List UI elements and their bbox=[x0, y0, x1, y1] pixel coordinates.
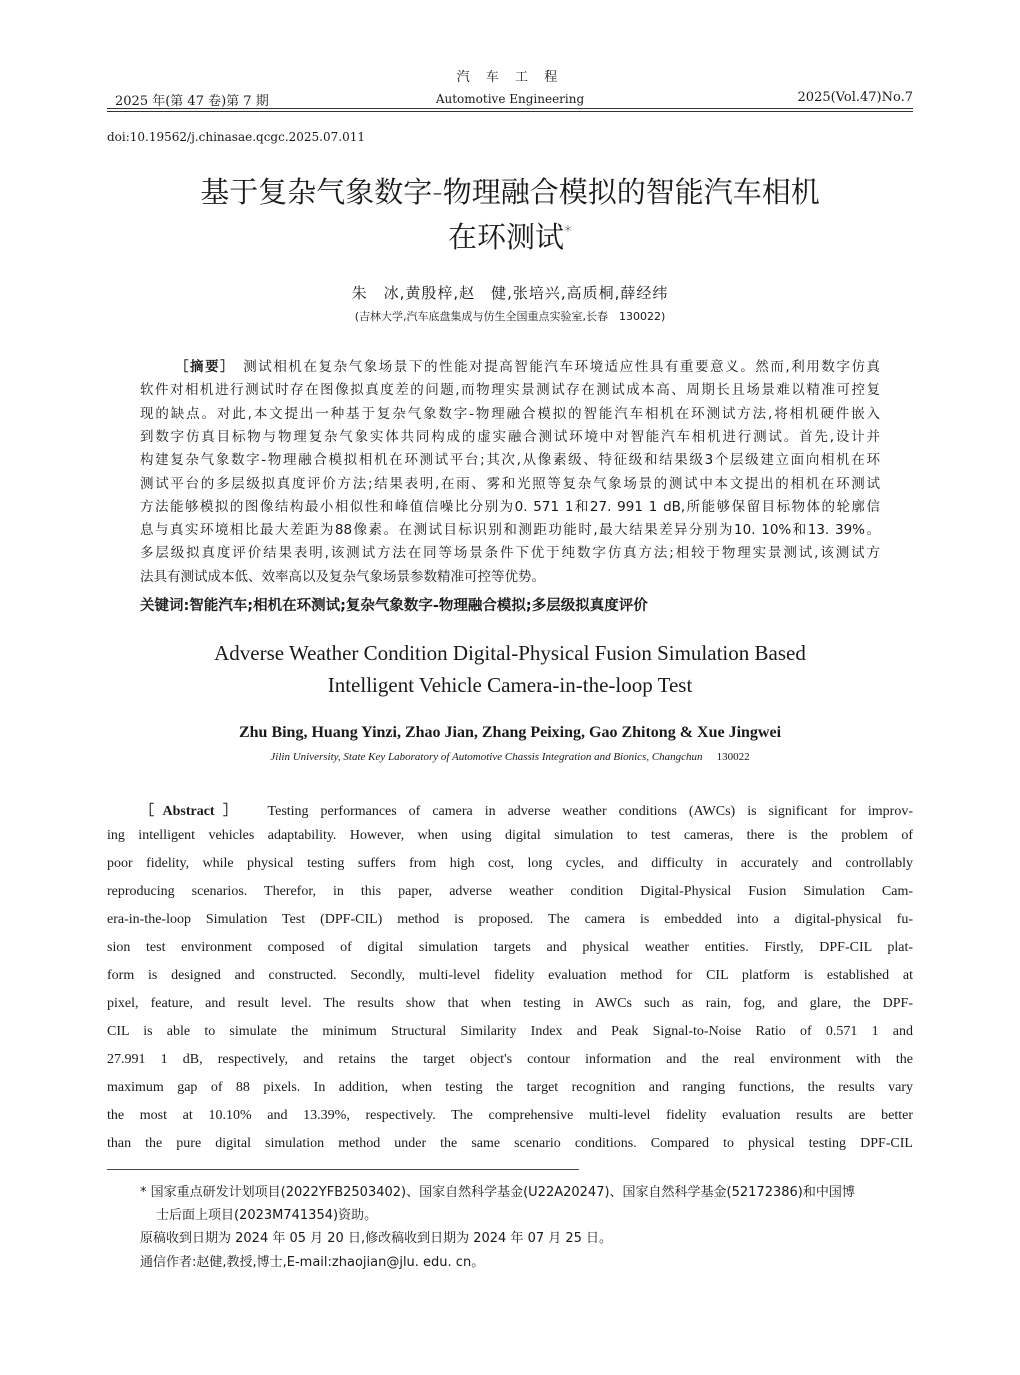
abstract-en-line bbox=[107, 828, 913, 844]
abstract-en-line bbox=[107, 968, 913, 984]
title-en-line2: Intelligent Vehicle Camera-in-the-loop Test bbox=[327, 673, 693, 697]
abstract-en-text: reproducing scenarios. Therefor, in this paper, adverse weather condition Digital-Physical Fusion Simulation Cam- bbox=[107, 884, 913, 899]
abstract-cn-text: 到数字仿真目标物与物理复杂气象实体共同构成的虚实融合测试环境中对智能汽车相机进行测试。首先,设计并 bbox=[140, 428, 880, 445]
abstract-en-text: CIL is able to simulate the minimum Structural Similarity Index and Peak Signal-to-Noise Ratio of 0.571 1 and bbox=[107, 1024, 913, 1039]
abstract-en-line bbox=[107, 940, 913, 956]
abstract-cn-text: 软件对相机进行测试时存在图像拟真度差的问题,而物理实景测试存在测试成本高、周期长且场景难以精准可控复 bbox=[140, 382, 880, 399]
title-cn-text: 在环测试 bbox=[447, 220, 564, 254]
issue-info-cn: 2025 年(第 47 卷)第 7 期 bbox=[115, 94, 269, 109]
abstract-en-line bbox=[107, 884, 913, 900]
title-en-line1: Adverse Weather Condition Digital-Physical Fusion Simulation Based bbox=[214, 641, 806, 665]
abstract-cn-text: 现的缺点。对此,本文提出一种基于复杂气象数字-物理融合模拟的智能汽车相机在环测试方法,将相机硬件嵌入 bbox=[140, 405, 880, 422]
abstract-en-text: Testing performances of camera in adverse weather conditions (AWCs) is significant for improv- bbox=[267, 804, 913, 819]
authors-cn: 朱 冰,黄殷梓,赵 健,张培兴,高质桐,薛经纬 bbox=[351, 284, 669, 302]
abstract-en-text: maximum gap of 88 pixels. In addition, when testing the target recognition and ranging functions, the results vary bbox=[107, 1080, 913, 1095]
issue-info-en: 2025(Vol.47)No.7 bbox=[797, 90, 913, 105]
abstract-en-line bbox=[140, 800, 913, 820]
journal-name-en: Automotive Engineering bbox=[435, 92, 585, 106]
abstract-en-line bbox=[107, 912, 913, 928]
journal-name-cn: 汽 车 工 程 bbox=[456, 70, 564, 85]
abstract-cn-line bbox=[140, 402, 880, 422]
authors-en: Zhu Bing, Huang Yinzi, Zhao Jian, Zhang Peixing, Gao Zhitong & Xue Jingwei bbox=[238, 724, 782, 741]
abstract-en-line bbox=[107, 1052, 913, 1068]
title-footnote-mark: * bbox=[564, 221, 572, 241]
abstract-en-text: form is designed and constructed. Secondly, multi-level fidelity evaluation method for CIL platform is established at bbox=[107, 968, 913, 983]
abstract-en-line bbox=[107, 1136, 913, 1152]
abstract-en-text: pixel, feature, and result level. The results show that when testing in AWCs such as rain, fog, and glare, the DPF- bbox=[107, 996, 913, 1011]
abstract-cn-line bbox=[140, 472, 880, 492]
footnote-received: 原稿收到日期为 2024 年 05 月 20 日,修改稿收到日期为 2024 年 07 月 25 日。 bbox=[140, 1231, 613, 1246]
affiliation-en: Jilin University, State Key Laboratory of Automotive Chassis Integration and Bionics, Changchun bbox=[270, 751, 703, 763]
abstract-cn-line bbox=[140, 378, 880, 398]
affiliation-cn: (吉林大学,汽车底盘集成与仿生全国重点实验室,长春 130022) bbox=[354, 310, 666, 323]
title-cn-line1: 基于复杂气象数字-物理融合模拟的智能汽车相机 bbox=[200, 175, 820, 209]
abstract-cn-text: 多层级拟真度评价结果表明,该测试方法在同等场景条件下优于纯数字仿真方法;相较于物理实景测试,该测试方 bbox=[140, 545, 880, 562]
abstract-en-line bbox=[107, 1024, 913, 1040]
abstract-en-line bbox=[107, 1108, 913, 1124]
header-rule bbox=[107, 108, 913, 109]
abstract-cn-text: 法具有测试成本低、效率高以及复杂气象场景参数精准可控等优势。 bbox=[140, 568, 545, 585]
abstract-cn-line bbox=[140, 541, 880, 561]
abstract-cn-text: 方法能够模拟的图像结构最小相似性和峰值信噪比分别为0. 571 1和27. 991 1 dB,所能够保留目标物体的轮廓信 bbox=[140, 498, 880, 515]
affiliation-en-line bbox=[0, 751, 1020, 763]
abstract-en-text: sion test environment composed of digital simulation targets and physical weather entities. Firstly, DPF-CIL plat- bbox=[107, 940, 913, 955]
abstract-cn-label: ［摘要］ bbox=[175, 359, 236, 375]
footnote-contact: 通信作者:赵健,教授,博士,E-mail:zhaojian@jlu. edu. cn。 bbox=[140, 1255, 485, 1270]
title-cn-line2 bbox=[0, 215, 1020, 256]
keywords-cn: 关键词:智能汽车;相机在环测试;复杂气象数字-物理融合模拟;多层级拟真度评价 bbox=[140, 598, 648, 614]
postcode-en: 130022 bbox=[716, 751, 750, 763]
doi: doi:10.19562/j.chinasae.qcgc.2025.07.011 bbox=[107, 130, 365, 144]
abstract-en-text: the most at 10.10% and 13.39%, respectively. The comprehensive multi-level fidelity evaluation results are better bbox=[107, 1108, 913, 1123]
abstract-en-label: ［Abstract］ bbox=[140, 804, 246, 819]
abstract-en-line bbox=[107, 1080, 913, 1096]
abstract-cn-text: 构建复杂气象数字-物理融合模拟相机在环测试平台;其次,从像素级、特征级和结果级3个层级建立面向相机在环 bbox=[140, 452, 880, 469]
abstract-cn-text: 测试相机在复杂气象场景下的性能对提高智能汽车环境适应性具有重要意义。然而,利用数字仿真 bbox=[243, 359, 881, 375]
abstract-en-text: poor fidelity, while physical testing suffers from high cost, long cycles, and difficulty in accurately and controllably bbox=[107, 856, 913, 871]
abstract-cn-line bbox=[140, 448, 880, 468]
abstract-en-line bbox=[107, 856, 913, 872]
footnote-rule bbox=[107, 1169, 579, 1170]
header-rule bbox=[107, 111, 913, 112]
abstract-en-text: era-in-the-loop Simulation Test (DPF-CIL) method is proposed. The camera is embedded into a digital-physical fu- bbox=[107, 912, 913, 927]
abstract-en-text: than the pure digital simulation method under the same scenario conditions. Compared to physical testing DPF-CIL bbox=[107, 1136, 913, 1151]
footnote-funding-line1: * 国家重点研发计划项目(2022YFB2503402)、国家自然科学基金(U22A20247)、国家自然科学基金(52172386)和中国博 bbox=[140, 1185, 855, 1200]
abstract-en-text: 27.991 1 dB, respectively, and retains the target object's contour information and the real environment with the bbox=[107, 1052, 913, 1067]
abstract-en-line bbox=[107, 996, 913, 1012]
abstract-cn-line bbox=[140, 495, 880, 515]
abstract-cn-line bbox=[175, 355, 880, 375]
abstract-cn-line bbox=[140, 565, 880, 585]
abstract-cn-text: 息与真实环境相比最大差距为88像素。在测试目标识别和测距功能时,最大结果差异分别为10. 10%和13. 39%。 bbox=[140, 522, 880, 539]
abstract-cn-line bbox=[140, 518, 880, 538]
abstract-cn-text: 测试平台的多层级拟真度评价方法;结果表明,在雨、雾和光照等复杂气象场景的测试中本文提出的相机在环测试 bbox=[140, 475, 880, 492]
abstract-en-text: ing intelligent vehicles adaptability. However, when using digital simulation to test cameras, there is the problem of bbox=[107, 828, 913, 843]
abstract-cn-line bbox=[140, 425, 880, 445]
footnote-funding-line2: 士后面上项目(2023M741354)资助。 bbox=[156, 1208, 378, 1223]
